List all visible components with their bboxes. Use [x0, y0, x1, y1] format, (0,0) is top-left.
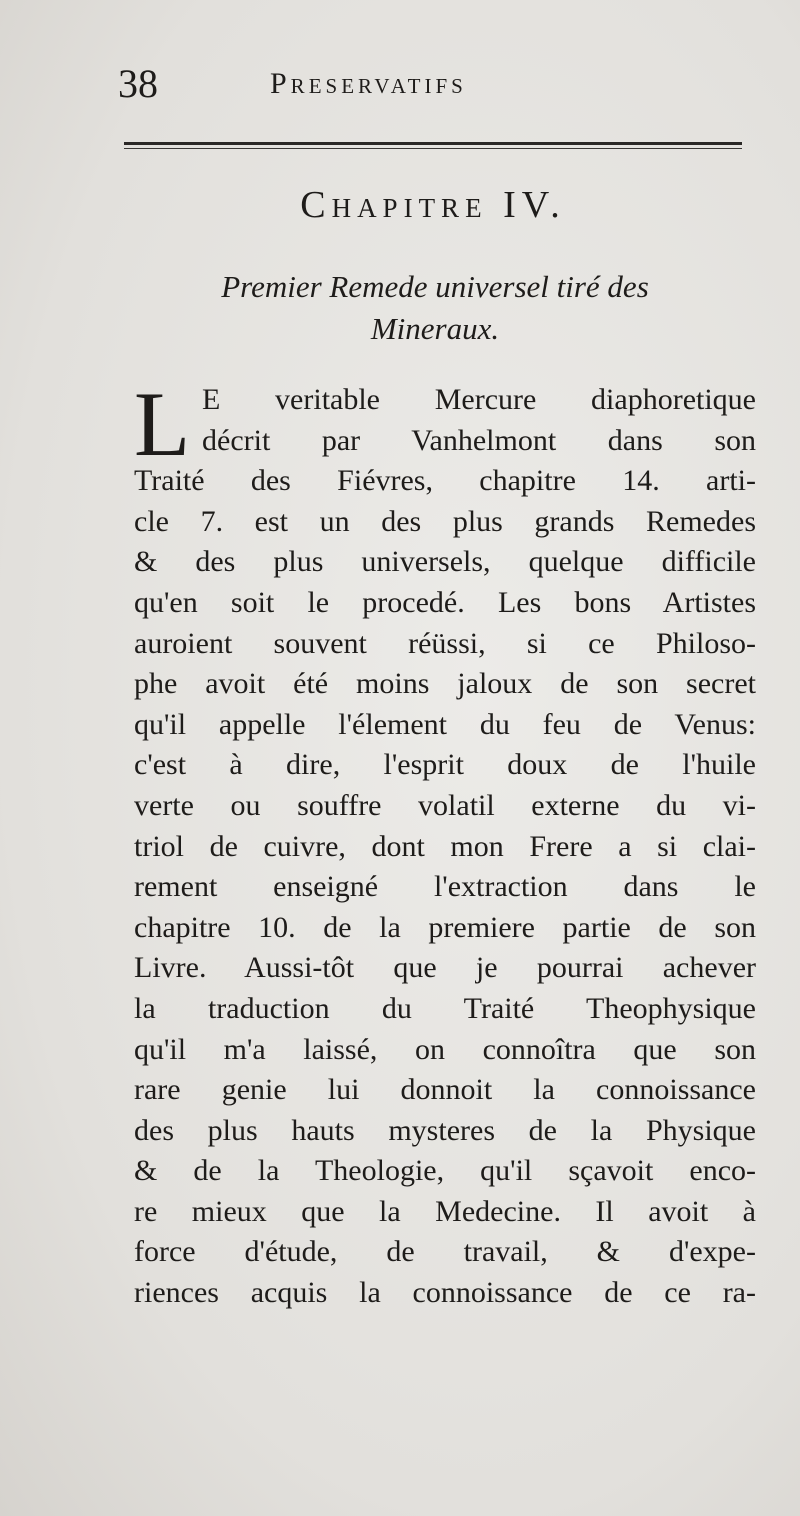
- text-line-20: & de la Theologie, qu'il sçavoit enco-: [134, 1154, 756, 1188]
- text-line-16: la traduction du Traité Theophysique: [134, 991, 756, 1025]
- text-line-10: c'est à dire, l'esprit doux de l'huile: [134, 748, 756, 782]
- text-line-19: des plus hauts mysteres de la Physique: [134, 1113, 756, 1147]
- subtitle-line-1: Premier Remede universel tiré des: [221, 269, 649, 304]
- text-line-9: qu'il appelle l'élement du feu de Venus:: [134, 707, 756, 741]
- running-title: Preservatifs: [270, 67, 467, 100]
- text-line-5: & des plus universels, quelque difficile: [134, 545, 756, 579]
- body-text: [134, 373, 756, 1314]
- text-line-14: chapitre 10. de la premiere partie de son: [134, 910, 756, 944]
- text-line-23: riences acquis la connoissance de ce ra-: [134, 1276, 756, 1310]
- text-line-7: auroient souvent réüssi, si ce Philoso-: [134, 626, 756, 660]
- header-rule-thin: [124, 148, 742, 149]
- text-line-15: Livre. Aussi-tôt que je pourrai achever: [134, 951, 756, 985]
- chapter-heading: Chapitre IV.: [300, 184, 566, 226]
- text-line-11: verte ou souffre volatil externe du vi-: [134, 788, 756, 822]
- header-rule: [124, 142, 742, 145]
- text-line-22: force d'étude, de travail, & d'expe-: [134, 1235, 756, 1269]
- subtitle-line-2: Mineraux.: [370, 311, 500, 346]
- text-line-17: qu'il m'a laissé, on connoîtra que son: [134, 1032, 756, 1066]
- text-line-2: décrit par Vanhelmont dans son: [202, 423, 756, 457]
- text-line-8: phe avoit été moins jaloux de son secret: [134, 667, 756, 701]
- text-line-13: rement enseigné l'extraction dans le: [134, 870, 756, 904]
- text-line-21: re mieux que la Medecine. Il avoit à: [134, 1194, 756, 1228]
- text-line-1: E veritable Mercure diaphoretique: [202, 383, 756, 416]
- running-head: [118, 62, 748, 106]
- text-line-18: rare genie lui donnoit la connoissance: [134, 1073, 756, 1107]
- drop-cap: L: [134, 373, 191, 475]
- text-line-3: Traité des Fiévres, chapitre 14. arti-: [134, 464, 756, 498]
- text-line-12: triol de cuivre, dont mon Frere a si clai-: [134, 829, 756, 863]
- chapter-subtitle: [140, 266, 730, 350]
- page-number: 38: [118, 61, 158, 106]
- text-line-4: cle 7. est un des plus grands Remedes: [134, 504, 756, 538]
- text-line-6: qu'en soit le procedé. Les bons Artistes: [134, 585, 756, 619]
